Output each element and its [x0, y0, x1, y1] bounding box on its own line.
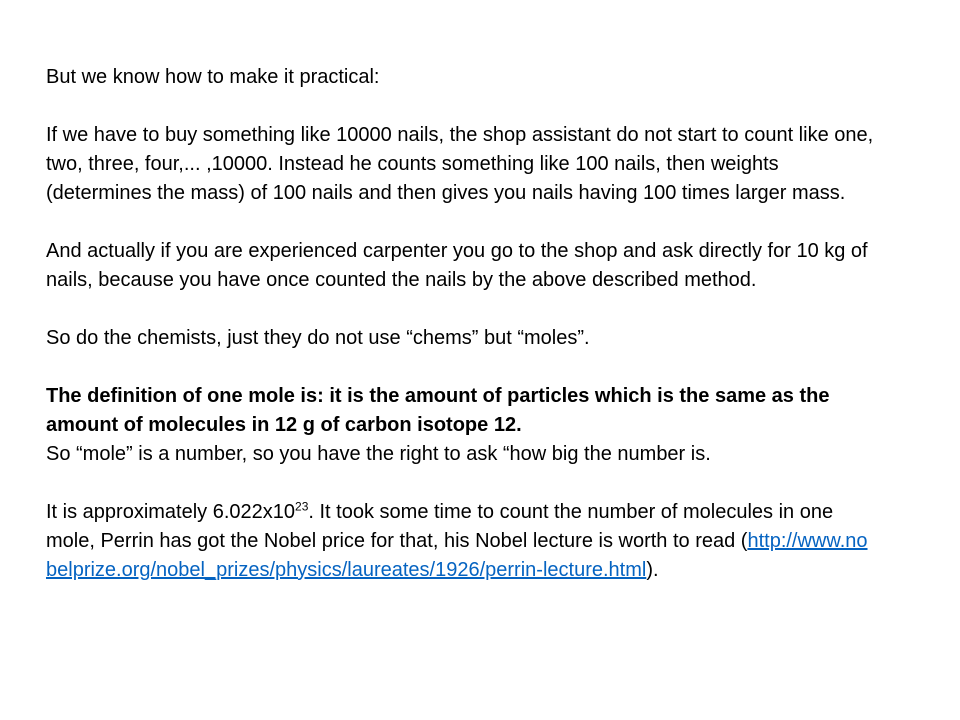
- spacer: [46, 469, 876, 498]
- avogadro-prefix: It is approximately 6.022x10: [46, 501, 296, 523]
- spacer: [46, 208, 876, 237]
- slide-text-body: [46, 63, 876, 585]
- paragraph-nails: If we have to buy something like 10000 nails, the shop assistant do not start to count like one, two, three, four,... ,10000. Instead he counts something like 100 nails, then weights (determines the mass) of 100 nails and then gives you nails having 100 times larger mass.: [46, 124, 874, 204]
- mole-definition: The definition of one mole is: it is the amount of particles which is the same as the amount of molecules in 12 g of carbon isotope 12.: [46, 385, 830, 436]
- paragraph-chemists: So do the chemists, just they do not use “chems” but “moles”.: [46, 327, 590, 349]
- intro-line: But we know how to make it practical:: [46, 66, 380, 88]
- paragraph-mole-number: So “mole” is a number, so you have the right to ask “how big the number is.: [46, 443, 711, 465]
- spacer: [46, 295, 876, 324]
- nobel-lecture-link[interactable]: http://www.nobelprize.org/nobel_prizes/physics/laureates/1926/perrin-lecture.html: [46, 530, 868, 581]
- spacer: [46, 353, 876, 382]
- avogadro-exponent: 23: [295, 499, 309, 514]
- paragraph-carpenter: And actually if you are experienced carpenter you go to the shop and ask directly for 10 kg of nails, because you have once counted the nails by the above described method.: [46, 240, 868, 291]
- paragraph-avogadro: [46, 498, 876, 585]
- avogadro-closing: ).: [646, 559, 659, 581]
- spacer: [46, 92, 876, 121]
- avogadro-suffix: . It took some time to count the number of molecules in one mole, Perrin has got the Nobel price for that, his Nobel lecture is worth to read (: [46, 501, 834, 552]
